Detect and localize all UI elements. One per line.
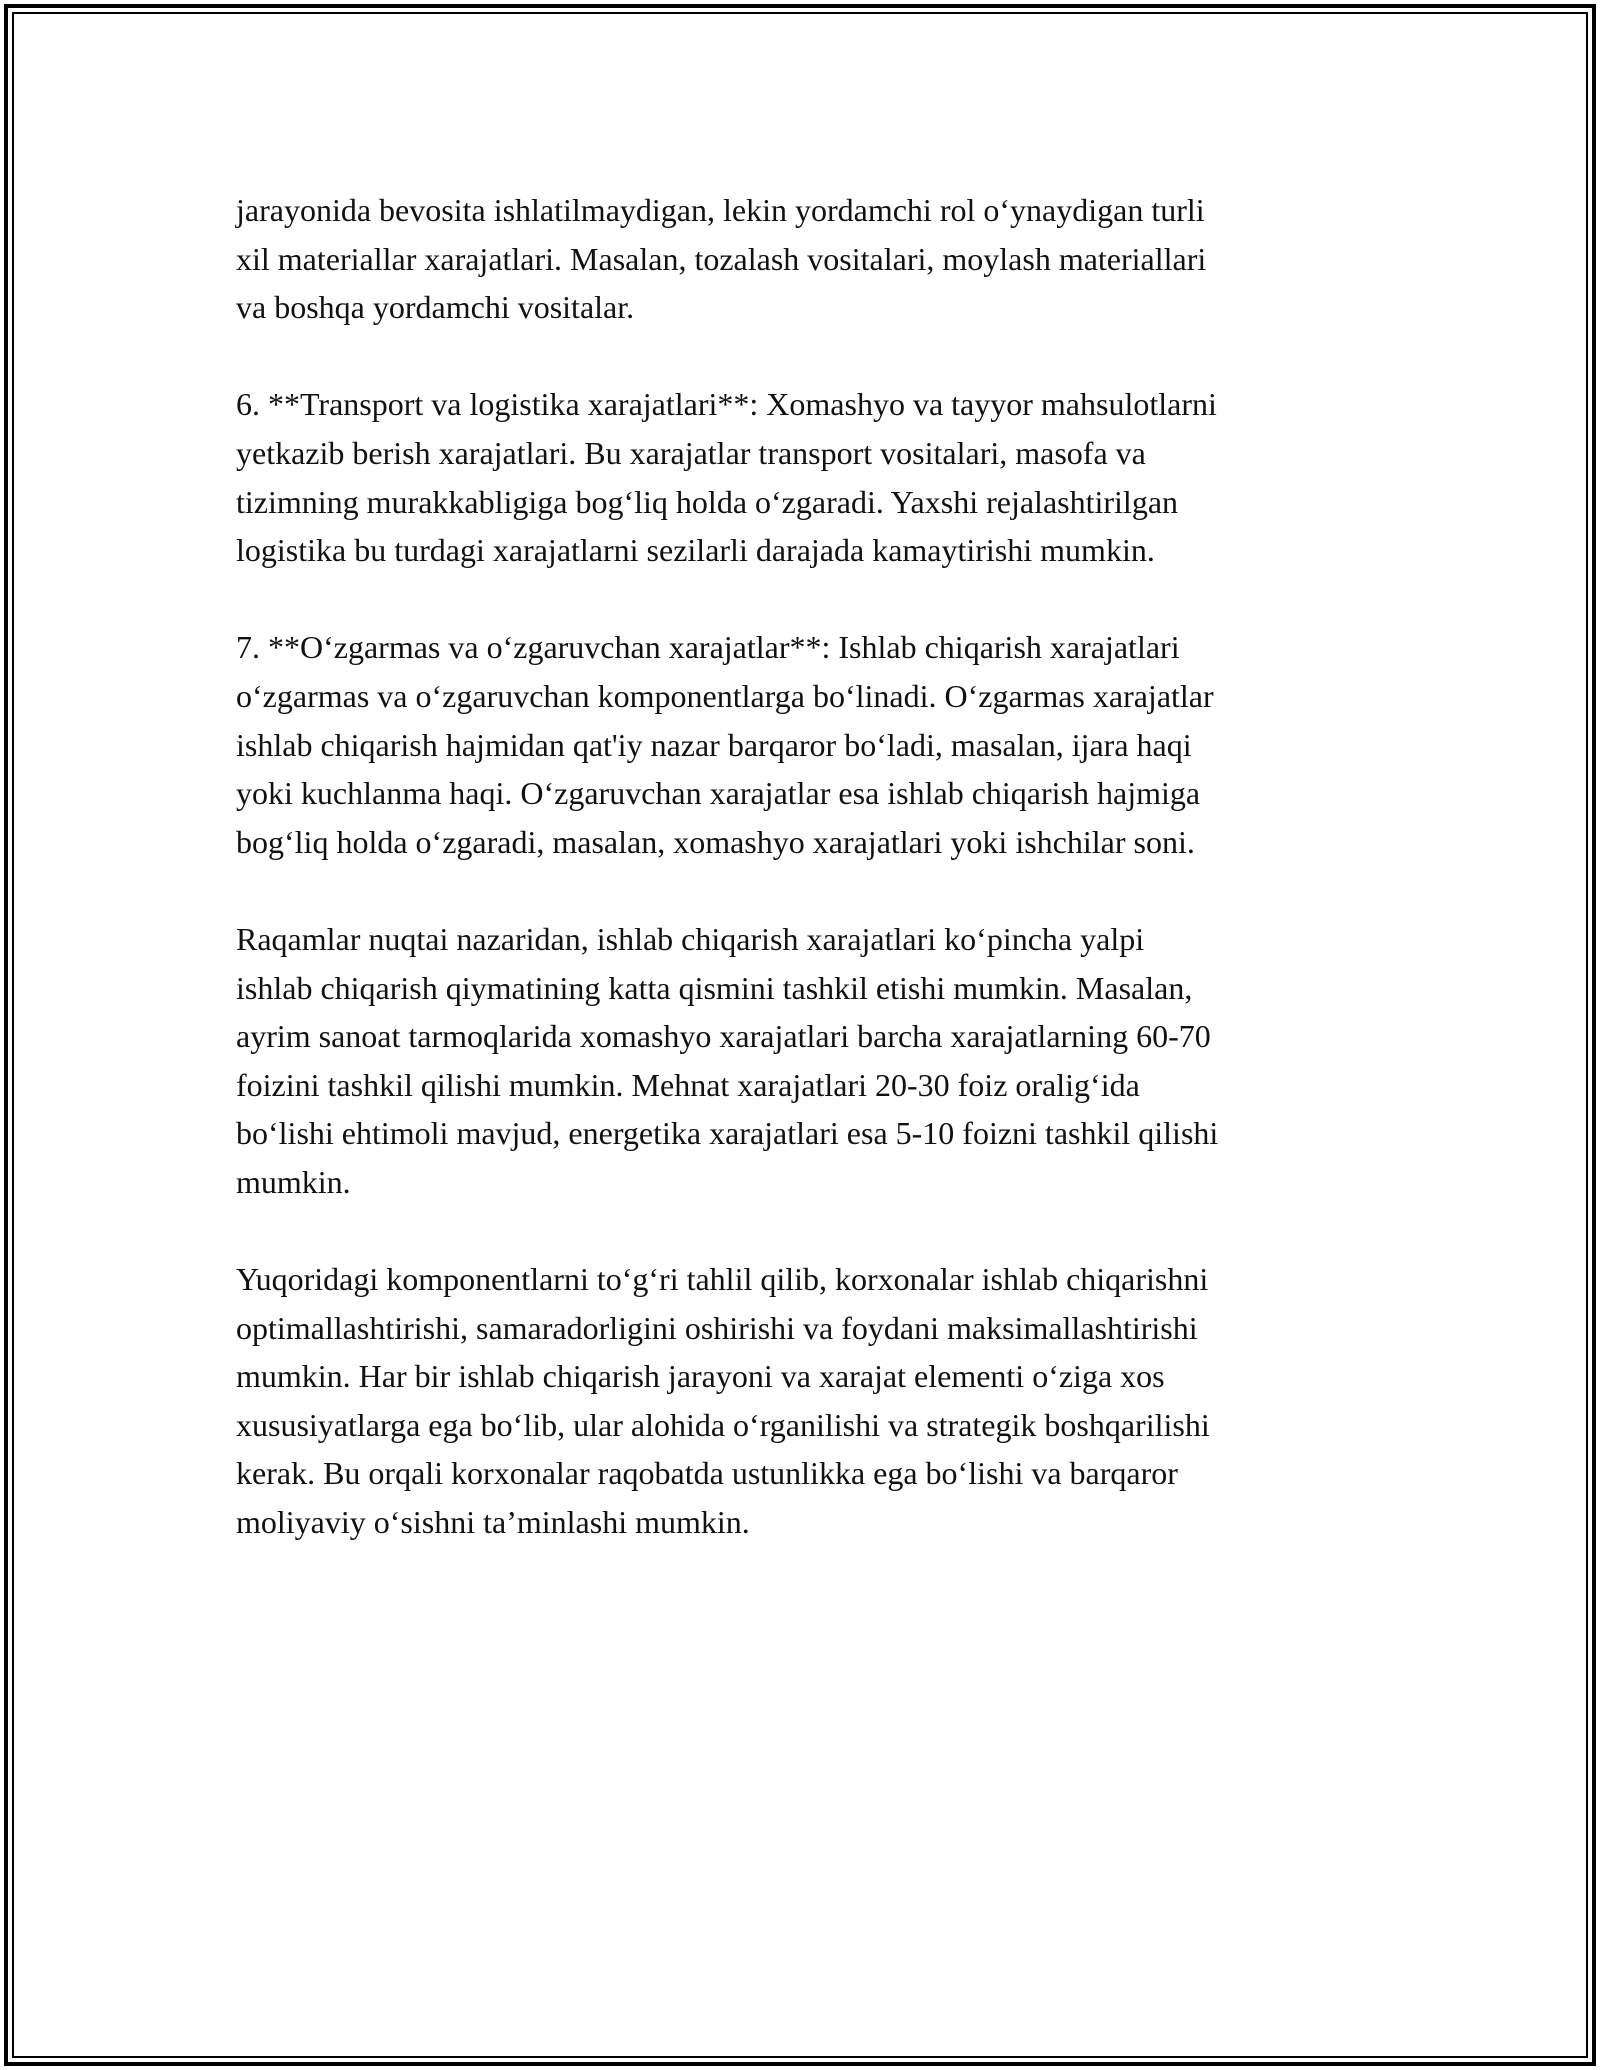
paragraph-numeric-perspective: Raqamlar nuqtai nazaridan, ishlab chiqarish xarajatlari ko‘pincha yalpi ishlab chiqarish qiymatining katta qismini tashkil etishi mumkin. Masalan, ayrim sanoat tarmoqlarida xomashyo xarajatlari barcha xarajatlarning 60-70 foizini tashkil qilishi mumkin. Mehnat xarajatlari 20-30 foiz oralig‘ida bo‘lishi ehtimoli mavjud, energetika xarajatlari esa 5-10 foizni tashkil qilishi mumkin. — [236, 920, 1219, 1200]
paragraph-transport-logistics: 6. **Transport va logistika xarajatlari**: Xomashyo va tayyor mahsulotlarni yetkazib berish xarajatlari. Bu xarajatlar transport vositalari, masofa va tizimning murakkabligiga bog‘liq holda o‘zgaradi. Yaxshi rejalashtirilgan logistika bu turdagi xarajatlarni sezilarli darajada kamaytirishi mumkin. — [236, 386, 1217, 569]
document-body — [236, 186, 1376, 1595]
paragraph-fixed-variable-costs: 7. **O‘zgarmas va o‘zgaruvchan xarajatlar**: Ishlab chiqarish xarajatlari o‘zgarmas va o‘zgaruvchan komponentlarga bo‘linadi. O‘zgarmas xarajatlar ishlab chiqarish hajmidan qat'iy nazar barqaror bo‘ladi, masalan, ijara haqi yoki kuchlanma haqi. O‘zgaruvchan xarajatlar esa ishlab chiqarish hajmiga bog‘liq holda o‘zgaradi, masalan, xomashyo xarajatlari yoki ishchilar soni. — [236, 629, 1214, 860]
paragraph-auxiliary-materials: jarayonida bevosita ishlatilmaydigan, lekin yordamchi rol o‘ynaydigan turli xil materiallar xarajatlari. Masalan, tozalash vositalari, moylash materiallari va boshqa yordamchi vositalar. — [236, 192, 1207, 326]
paragraph-conclusion: Yuqoridagi komponentlarni to‘g‘ri tahlil qilib, korxonalar ishlab chiqarishni optimallashtirishi, samaradorligini oshirishi va foydani maksimallashtirishi mumkin. Har bir ishlab chiqarish jarayoni va xarajat elementi o‘ziga xos xususiyatlarga ega bo‘lib, ular alohida o‘rganilishi va strategik boshqarilishi kerak. Bu orqali korxonalar raqobatda ustunlikka ega bo‘lishi va barqaror moliyaviy o‘sishni ta’minlashi mumkin. — [236, 1261, 1210, 1541]
